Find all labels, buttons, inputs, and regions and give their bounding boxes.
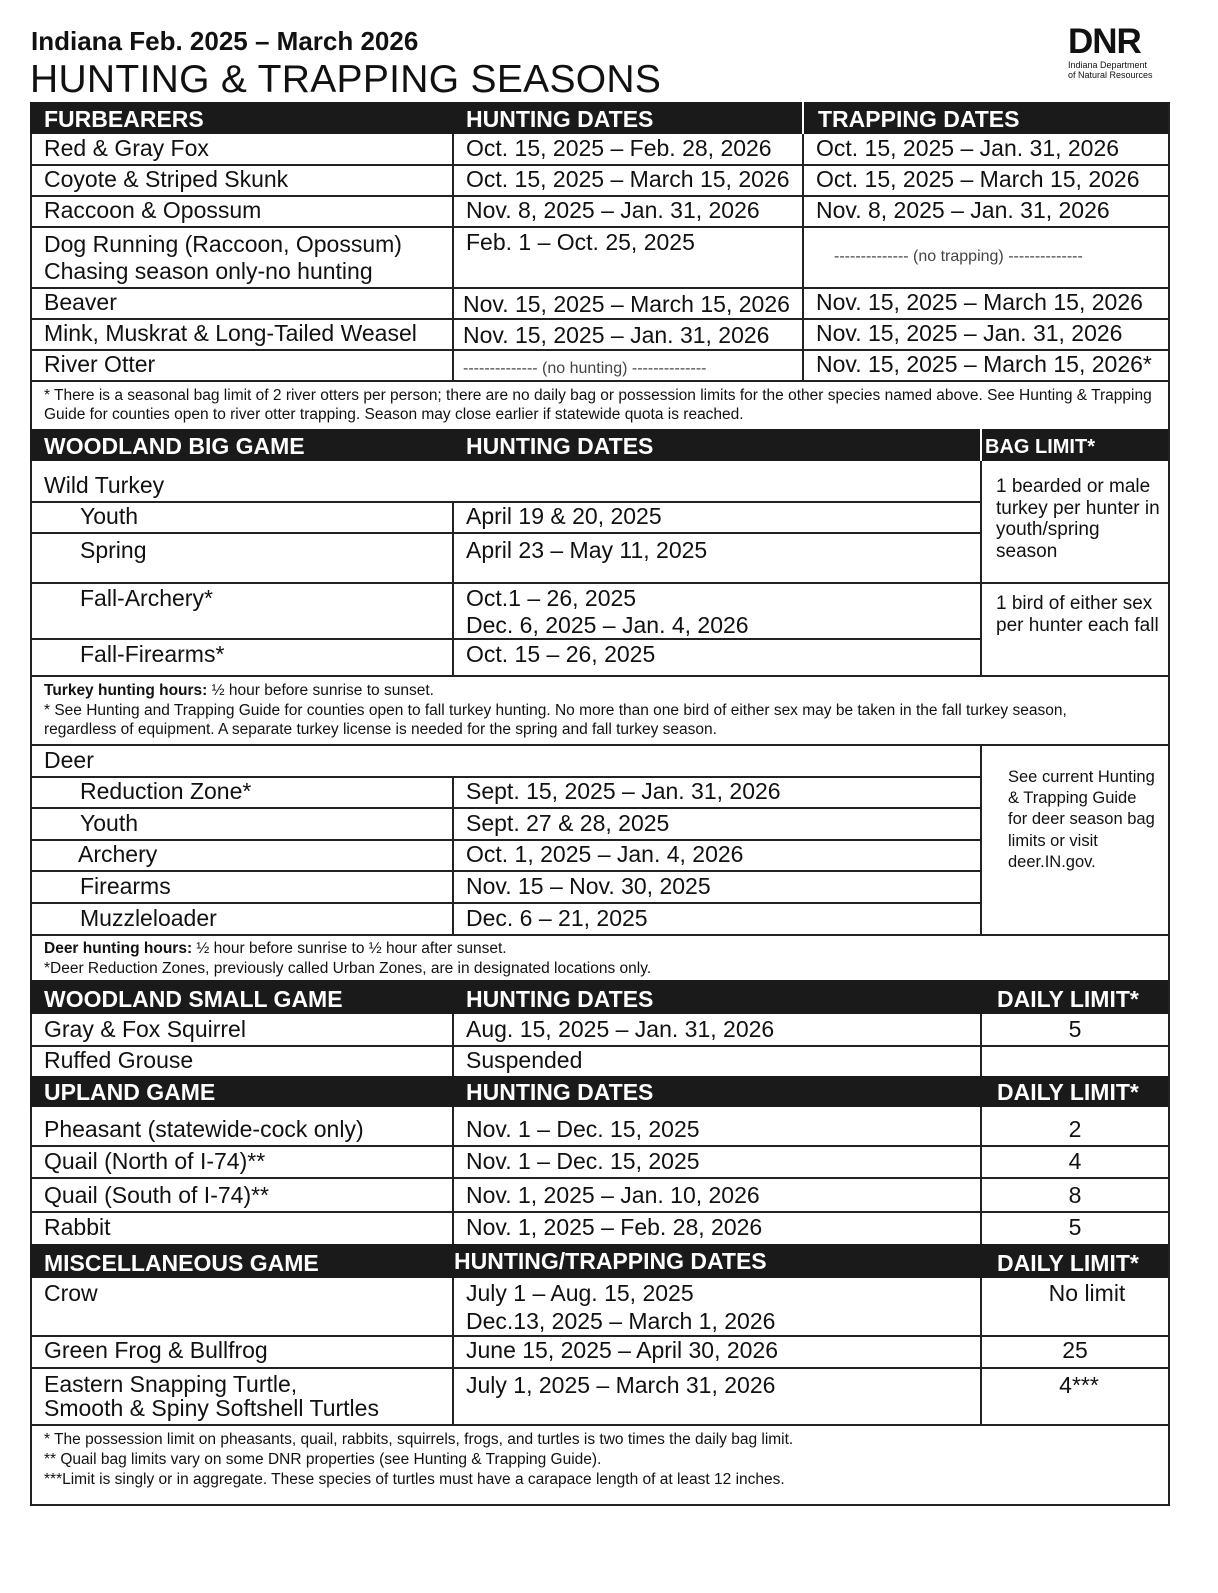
small-game-hunting-header: HUNTING DATES <box>466 986 654 1012</box>
species-name: Green Frog & Bullfrog <box>44 1337 268 1363</box>
misc-footnote-1: * The possession limit on pheasants, quail, rabbits, squirrels, frogs, and turtles is two times the daily bag limit. <box>44 1431 794 1448</box>
season-dates: Oct. 15 – 26, 2025 <box>466 641 656 667</box>
daily-limit: 4 <box>1068 1148 1082 1174</box>
deer-footnote: *Deer Reduction Zones, previously called Urban Zones, are in designated locations only. <box>44 960 652 977</box>
row-line <box>30 1177 1168 1179</box>
row-line <box>30 1424 1168 1426</box>
misc-game-dates-header: HUNTING/TRAPPING DATES <box>454 1248 767 1274</box>
col-divider <box>452 134 454 380</box>
furbearers-trapping-header: TRAPPING DATES <box>818 106 1020 132</box>
season-dates: Dec. 6 – 21, 2025 <box>466 905 648 931</box>
row-line <box>30 1211 1168 1213</box>
trapping-dates: Nov. 15, 2025 – Jan. 31, 2026 <box>816 320 1123 346</box>
turkey-fall-bag-limit: 1 bird of either sex per hunter each fall <box>996 593 1159 636</box>
hunting-dates: Nov. 15, 2025 – March 15, 2026 <box>463 291 790 317</box>
col-divider <box>452 1278 454 1424</box>
row-line <box>30 1145 1168 1147</box>
trapping-dates: -------------- (no trapping) -------------- <box>834 248 1083 265</box>
wild-turkey-label: Wild Turkey <box>44 472 165 498</box>
turkey-spring-bag-limit: 1 bearded or male turkey per hunter in youth/spring season <box>996 476 1160 562</box>
season-dates: Sept. 27 & 28, 2025 <box>466 810 670 836</box>
misc-game-limit-header: DAILY LIMIT* <box>997 1250 1139 1276</box>
header-divider <box>802 102 804 134</box>
hunting-dates: Oct. 15, 2025 – Feb. 28, 2026 <box>466 135 772 161</box>
col-divider <box>802 134 804 380</box>
season-dates: July 1, 2025 – March 31, 2026 <box>466 1372 776 1398</box>
season-name: Muzzleloader <box>80 905 217 931</box>
species-name: Gray & Fox Squirrel <box>44 1016 246 1042</box>
season-dates: July 1 – Aug. 15, 2025 <box>466 1280 694 1306</box>
season-dates: April 19 & 20, 2025 <box>466 503 662 529</box>
col-divider <box>980 461 982 675</box>
hunting-dates: Aug. 15, 2025 – Jan. 31, 2026 <box>466 1016 775 1042</box>
season-dates: Sept. 15, 2025 – Jan. 31, 2026 <box>466 778 781 804</box>
furbearers-footnote: * There is a seasonal bag limit of 2 river otters per person; there are no daily bag or possession limits for the other species named above. See Hunting & Trapping Guide for counties open to river otter trapping. Season may close earlier if statewide quota is reached. <box>44 387 1152 423</box>
species-name: Eastern Snapping Turtle, <box>44 1371 298 1397</box>
row-line <box>30 934 1168 936</box>
row-line <box>30 870 980 872</box>
furbearers-hunting-header: HUNTING DATES <box>466 106 654 132</box>
misc-footnote-2: ** Quail bag limits vary on some DNR properties (see Hunting & Trapping Guide). <box>44 1451 602 1468</box>
daily-limit: 25 <box>1062 1337 1088 1363</box>
species-name: River Otter <box>44 351 156 377</box>
logo-mark: DNR <box>1068 22 1141 61</box>
trapping-dates: Oct. 15, 2025 – Jan. 31, 2026 <box>816 135 1120 161</box>
col-divider <box>452 1107 454 1244</box>
row-line <box>30 902 980 904</box>
row-line <box>30 1045 1168 1047</box>
hunting-dates: Oct. 15, 2025 – March 15, 2026 <box>466 166 790 192</box>
deer-label: Deer <box>44 747 94 773</box>
season-dates: June 15, 2025 – April 30, 2026 <box>466 1337 779 1363</box>
daily-limit: 5 <box>1068 1214 1082 1240</box>
season-dates: April 23 – May 11, 2025 <box>466 537 708 563</box>
misc-footnote-3: ***Limit is singly or in aggregate. These species of turtles must have a carapace length of at least 12 inches. <box>44 1471 785 1488</box>
trapping-dates: Oct. 15, 2025 – March 15, 2026 <box>816 166 1140 192</box>
turkey-footnote: * See Hunting and Trapping Guide for counties open to fall turkey hunting. No more than one bird of either sex may be taken in the fall turkey season, regardless of equipment. A separate turkey license is needed for the spring and fall turkey season. <box>44 702 1067 738</box>
species-name: Mink, Muskrat & Long-Tailed Weasel <box>44 320 417 346</box>
page-subtitle: Indiana Feb. 2025 – March 2026 <box>31 26 419 56</box>
hunting-dates: Nov. 15, 2025 – Jan. 31, 2026 <box>463 322 770 348</box>
species-name: Beaver <box>44 289 117 315</box>
hunting-dates: Nov. 8, 2025 – Jan. 31, 2026 <box>466 197 760 223</box>
small-game-header: WOODLAND SMALL GAME <box>44 986 343 1012</box>
species-note: Chasing season only-no hunting <box>44 258 373 284</box>
dnr-logo <box>1068 24 1178 80</box>
hunting-dates: Nov. 1, 2025 – Feb. 28, 2026 <box>466 1214 763 1240</box>
row-line <box>30 807 980 809</box>
species-name: Pheasant (statewide-cock only) <box>44 1116 364 1142</box>
row-line <box>30 675 1168 677</box>
season-name: Fall-Firearms* <box>80 641 225 667</box>
daily-limit: No limit <box>1048 1280 1126 1306</box>
turkey-hours <box>44 681 1154 700</box>
deer-bag-limit: See current Hunting & Trapping Guide for deer season bag limits or visit deer.IN.gov. <box>1008 768 1155 871</box>
row-line <box>30 744 1168 746</box>
deer-hours-label: Deer hunting hours: <box>44 940 193 957</box>
season-dates: Dec.13, 2025 – March 1, 2026 <box>466 1308 776 1334</box>
trapping-dates: Nov. 8, 2025 – Jan. 31, 2026 <box>816 197 1110 223</box>
logo-line2: of Natural Resources <box>1068 70 1153 80</box>
small-game-limit-header: DAILY LIMIT* <box>997 986 1139 1012</box>
season-name: Reduction Zone* <box>80 778 252 804</box>
daily-limit: 8 <box>1068 1182 1082 1208</box>
big-game-bag-header: BAG LIMIT* <box>985 436 1095 458</box>
trapping-dates: Nov. 15, 2025 – March 15, 2026 <box>816 289 1143 315</box>
trapping-dates: Nov. 15, 2025 – March 15, 2026* <box>816 351 1152 377</box>
season-dates: Oct. 1, 2025 – Jan. 4, 2026 <box>466 841 744 867</box>
deer-hours <box>44 939 1154 958</box>
species-name: Quail (South of I-74)** <box>44 1182 270 1208</box>
hunting-dates: -------------- (no hunting) -------------- <box>463 360 707 377</box>
upland-game-limit-header: DAILY LIMIT* <box>997 1079 1139 1105</box>
upland-game-hunting-header: HUNTING DATES <box>466 1079 654 1105</box>
turkey-hours-label: Turkey hunting hours: <box>44 682 208 699</box>
species-name-line2: Smooth & Spiny Softshell Turtles <box>44 1395 379 1421</box>
row-line <box>30 532 980 534</box>
big-game-hunting-header: HUNTING DATES <box>466 433 654 459</box>
season-dates: Dec. 6, 2025 – Jan. 4, 2026 <box>466 612 749 638</box>
season-name: Archery <box>78 841 158 867</box>
col-divider <box>452 776 454 934</box>
logo-line1: Indiana Department <box>1068 60 1148 70</box>
turkey-hours-text: ½ hour before sunrise to sunset. <box>207 682 434 699</box>
species-name: Quail (North of I-74)** <box>44 1148 266 1174</box>
upland-game-header: UPLAND GAME <box>44 1079 216 1105</box>
furbearers-header: FURBEARERS <box>44 106 204 132</box>
col-divider <box>980 744 982 934</box>
daily-limit: 5 <box>1068 1016 1082 1042</box>
hunting-dates: Nov. 1 – Dec. 15, 2025 <box>466 1148 700 1174</box>
season-name: Spring <box>80 537 147 563</box>
page-title: HUNTING & TRAPPING SEASONS <box>30 58 662 101</box>
season-name: Firearms <box>80 873 171 899</box>
hunting-dates: Nov. 1, 2025 – Jan. 10, 2026 <box>466 1182 760 1208</box>
species-name: Dog Running (Raccoon, Opossum) <box>44 231 402 257</box>
season-name: Youth <box>80 810 138 836</box>
season-name: Youth <box>80 503 138 529</box>
deer-hours-text: ½ hour before sunrise to ½ hour after sunset. <box>192 940 507 957</box>
daily-limit: 2 <box>1068 1116 1082 1142</box>
season-dates: Oct.1 – 26, 2025 <box>466 585 637 611</box>
big-game-header: WOODLAND BIG GAME <box>44 433 305 459</box>
hunting-dates: Suspended <box>466 1047 583 1073</box>
season-dates: Nov. 15 – Nov. 30, 2025 <box>466 873 711 899</box>
season-name: Fall-Archery* <box>80 585 213 611</box>
species-name: Ruffed Grouse <box>44 1047 194 1073</box>
hunting-dates: Feb. 1 – Oct. 25, 2025 <box>466 229 695 255</box>
misc-game-header: MISCELLANEOUS GAME <box>44 1250 319 1276</box>
row-line <box>30 226 1168 228</box>
species-name: Crow <box>44 1280 98 1306</box>
species-name: Raccoon & Opossum <box>44 197 262 223</box>
species-name: Red & Gray Fox <box>44 135 209 161</box>
species-name: Coyote & Striped Skunk <box>44 166 289 192</box>
row-line <box>30 582 1168 584</box>
species-name: Rabbit <box>44 1214 111 1240</box>
row-line <box>30 1367 1168 1369</box>
header-divider <box>980 429 982 461</box>
col-divider <box>452 501 454 675</box>
daily-limit: 4*** <box>1059 1372 1099 1398</box>
hunting-dates: Nov. 1 – Dec. 15, 2025 <box>466 1116 700 1142</box>
